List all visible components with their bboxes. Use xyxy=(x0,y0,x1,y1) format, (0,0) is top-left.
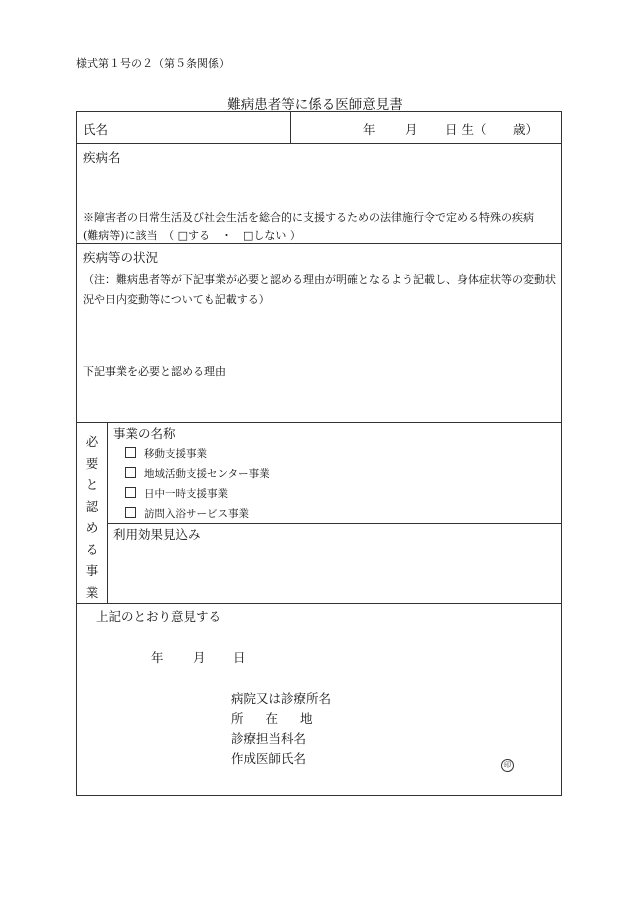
disease-name-label: 疾病名 xyxy=(83,150,121,165)
checkbox[interactable] xyxy=(125,467,136,478)
birth-day-label: 日 生（ xyxy=(445,122,487,137)
business-vertical-label xyxy=(77,431,107,603)
status-label: 疾病等の状況 xyxy=(83,250,159,265)
birth-month-label: 月 xyxy=(405,122,418,137)
vertical-char: 業 xyxy=(85,584,99,600)
business-item-label: 地域活動支援センター事業 xyxy=(144,468,270,480)
status-note-line1: （注：難病患者等が下記事業が必要と認める理由が明確となるよう記載し、身体症状等の変動状 xyxy=(83,273,556,286)
age-label: 歳） xyxy=(513,122,539,137)
disease-note-line2: (難病等)に該当 （ □する ・ □しない ） xyxy=(83,229,301,242)
checkbox[interactable] xyxy=(125,447,136,458)
business-item xyxy=(125,466,270,481)
vertical-char: め xyxy=(85,520,99,535)
business-item-label: 移動支援事業 xyxy=(144,448,207,460)
doctor-name-label: 作成医師氏名 xyxy=(231,751,307,766)
business-item xyxy=(125,446,207,461)
business-item-label: 日中一時支援事業 xyxy=(144,488,228,500)
vertical-char: 認 xyxy=(85,498,99,514)
address-label xyxy=(231,709,313,727)
vertical-char: 要 xyxy=(85,455,99,471)
reason-label: 下記事業を必要と認める理由 xyxy=(83,365,226,378)
name-label: 氏名 xyxy=(83,122,109,137)
department-label: 診療担当科名 xyxy=(231,731,307,746)
business-name-label: 事業の名称 xyxy=(113,426,176,441)
vertical-char: と xyxy=(85,477,99,492)
disease-note-line1: ※障害者の日常生活及び社会生活を総合的に支援するための法律施行令で定める特殊の疾病 xyxy=(83,211,534,224)
date-day-label: 日 xyxy=(233,650,246,665)
vertical-char: る xyxy=(85,541,99,557)
seal-icon xyxy=(501,752,514,772)
opinion-statement: 上記のとおり意見する xyxy=(96,609,222,624)
date-month-label: 月 xyxy=(193,650,206,665)
address-char: 所 xyxy=(231,711,244,726)
status-note-line2: 況や日内変動等についても記載する） xyxy=(83,293,270,306)
form-number: 様式第１号の２（第５条関係） xyxy=(76,57,230,70)
address-char: 在 xyxy=(265,711,279,726)
business-item-label: 訪問入浴サービス事業 xyxy=(144,508,249,520)
vertical-char: 必 xyxy=(85,434,99,449)
business-item xyxy=(125,506,249,521)
checkbox[interactable] xyxy=(125,507,136,518)
opinion-form xyxy=(76,111,562,796)
business-item xyxy=(125,486,228,501)
hospital-label: 病院又は診療所名 xyxy=(231,691,332,706)
page-title: 難病患者等に係る医師意見書 xyxy=(227,97,403,113)
vertical-char: 事 xyxy=(85,563,99,578)
date-year-label: 年 xyxy=(151,650,164,665)
address-char: 地 xyxy=(300,711,313,726)
checkbox[interactable] xyxy=(125,487,136,498)
birth-year-label: 年 xyxy=(363,122,376,137)
effect-label: 利用効果見込み xyxy=(113,527,201,542)
seal-mark: 印 xyxy=(501,759,514,772)
